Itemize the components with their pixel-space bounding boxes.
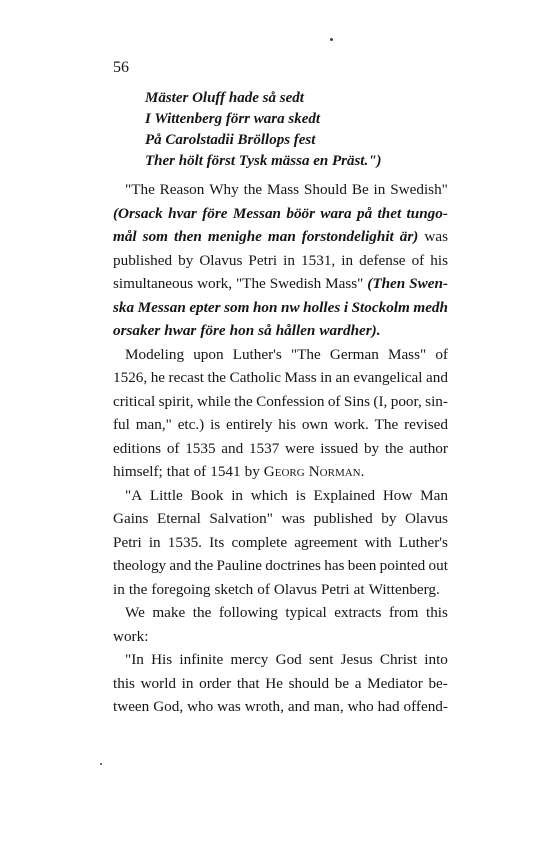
word: wardher). bbox=[319, 322, 381, 339]
word: 1531, bbox=[301, 251, 336, 269]
word: poor, bbox=[390, 392, 422, 410]
word: in bbox=[341, 251, 354, 269]
word: sketch bbox=[214, 580, 254, 598]
word: issued bbox=[320, 439, 359, 457]
word: work, bbox=[197, 275, 233, 292]
word: före bbox=[202, 204, 228, 222]
word: Little bbox=[149, 486, 183, 504]
word: published bbox=[113, 251, 173, 269]
verse-line: På Carolstadii Bröllops fest bbox=[145, 132, 316, 148]
word: out bbox=[428, 557, 448, 574]
word: the bbox=[243, 181, 263, 198]
word: in bbox=[320, 369, 332, 386]
word: published bbox=[313, 510, 373, 527]
word: theology bbox=[113, 557, 167, 574]
text-line bbox=[113, 272, 448, 296]
word: mercy bbox=[230, 651, 269, 668]
word: of bbox=[166, 439, 180, 457]
word: His bbox=[151, 651, 173, 668]
word: Norman. bbox=[308, 463, 365, 480]
word: man, bbox=[313, 698, 344, 715]
text-line bbox=[113, 366, 448, 390]
word: evangelical bbox=[353, 369, 423, 386]
word: of bbox=[257, 580, 270, 598]
word: (Then bbox=[367, 275, 406, 292]
word: own bbox=[301, 416, 328, 433]
word: was bbox=[281, 510, 306, 527]
word: Gains bbox=[113, 510, 149, 527]
word: offend- bbox=[403, 698, 448, 715]
word: critical bbox=[113, 392, 156, 410]
word: We bbox=[125, 604, 145, 621]
word: Why bbox=[209, 181, 239, 198]
text-line bbox=[113, 695, 448, 719]
word: and bbox=[221, 439, 244, 457]
word: så bbox=[258, 322, 272, 339]
word: holles bbox=[303, 298, 341, 316]
text-line bbox=[113, 484, 448, 508]
word: a bbox=[354, 674, 362, 692]
word: Eternal bbox=[156, 510, 201, 527]
text-line bbox=[113, 249, 448, 273]
word: 1526, bbox=[113, 369, 148, 386]
word: som bbox=[142, 228, 168, 245]
word: in bbox=[373, 181, 386, 198]
word: man bbox=[267, 228, 296, 245]
word: orsaker bbox=[113, 322, 161, 339]
word: "The bbox=[290, 345, 321, 363]
word: Explained bbox=[313, 486, 376, 504]
word: following bbox=[218, 604, 278, 621]
word: Its bbox=[209, 533, 225, 551]
word: of bbox=[193, 463, 207, 480]
word: 1541 bbox=[210, 463, 241, 480]
word: nw bbox=[281, 298, 300, 316]
word: Mass" bbox=[325, 275, 364, 292]
word: with bbox=[364, 533, 392, 551]
word: the bbox=[192, 604, 212, 621]
word: at bbox=[353, 580, 365, 598]
word: entirely bbox=[226, 416, 273, 433]
word: recast bbox=[168, 369, 204, 386]
word: make bbox=[152, 604, 186, 621]
word: while bbox=[196, 392, 231, 410]
word: Pauline bbox=[216, 557, 263, 574]
text-line bbox=[113, 507, 448, 531]
word: spirit, bbox=[158, 392, 194, 410]
word: that bbox=[166, 463, 190, 480]
word: infinite bbox=[179, 651, 224, 668]
word: is bbox=[295, 486, 306, 504]
word: på bbox=[357, 204, 373, 222]
word: doctrines bbox=[265, 557, 321, 574]
word: Mass" bbox=[387, 345, 427, 363]
word: and bbox=[169, 557, 192, 574]
word: himself; bbox=[113, 463, 163, 480]
word: tween bbox=[113, 698, 150, 715]
word: his bbox=[430, 251, 448, 269]
word: by bbox=[178, 251, 194, 269]
word: extracts bbox=[334, 604, 382, 621]
word: work. bbox=[333, 416, 369, 433]
word: Olavus bbox=[273, 580, 317, 598]
word: Swedish" bbox=[390, 181, 448, 198]
word: be- bbox=[428, 674, 448, 692]
word: is bbox=[210, 416, 221, 433]
word: by bbox=[363, 439, 380, 457]
word: simultaneous bbox=[113, 275, 194, 292]
word: Stockolm bbox=[351, 298, 410, 316]
word: of bbox=[411, 251, 425, 269]
word: that bbox=[236, 674, 260, 692]
word: etc.) bbox=[177, 416, 205, 433]
word: by bbox=[244, 463, 260, 480]
word: Messan bbox=[232, 204, 281, 222]
word: were bbox=[285, 439, 315, 457]
text-line bbox=[113, 554, 448, 578]
text-line bbox=[113, 578, 448, 602]
word: tungo- bbox=[406, 204, 448, 222]
word: Petri bbox=[248, 251, 278, 269]
print-speck bbox=[330, 38, 333, 41]
word: been bbox=[347, 557, 377, 574]
text-line bbox=[113, 531, 448, 555]
word: pointed bbox=[379, 557, 426, 574]
word: German bbox=[329, 345, 379, 363]
verse-line: I Wittenberg förr wara skedt bbox=[145, 111, 321, 127]
word: forstondelighit bbox=[301, 228, 394, 245]
text-line bbox=[113, 202, 448, 226]
word: hållen bbox=[275, 322, 316, 339]
word: Messan bbox=[137, 298, 186, 316]
word: Catholic bbox=[229, 369, 282, 386]
verse-line: Ther hölt först Tysk mässa en Präst.") bbox=[145, 153, 382, 169]
word: Wittenberg. bbox=[368, 580, 440, 598]
word: this bbox=[113, 674, 135, 692]
word: in bbox=[181, 674, 194, 692]
word: i bbox=[343, 298, 349, 316]
word: "In bbox=[125, 651, 144, 668]
word: wroth, bbox=[244, 698, 284, 715]
text-line bbox=[113, 413, 448, 437]
word: in bbox=[148, 533, 161, 551]
word: (I, bbox=[373, 392, 388, 410]
word: work: bbox=[113, 627, 149, 645]
text-line bbox=[113, 672, 448, 696]
word: som bbox=[224, 298, 250, 316]
word: typical bbox=[285, 604, 327, 621]
word: had bbox=[377, 698, 400, 715]
word: agreement bbox=[294, 533, 358, 551]
word: "The bbox=[235, 275, 266, 292]
word: of bbox=[435, 345, 448, 363]
print-speck bbox=[100, 763, 102, 765]
word: Petri bbox=[113, 533, 142, 551]
word: thet bbox=[377, 204, 402, 222]
word: sin- bbox=[425, 392, 448, 410]
word: who bbox=[347, 698, 374, 715]
text-line bbox=[113, 319, 448, 343]
word: which bbox=[250, 486, 288, 504]
word: He bbox=[265, 674, 283, 692]
text-line bbox=[113, 601, 448, 625]
word: hwar bbox=[164, 322, 197, 339]
verse-block bbox=[145, 88, 382, 172]
word: Reason bbox=[159, 181, 205, 198]
word: in bbox=[231, 486, 244, 504]
word: the bbox=[128, 580, 148, 598]
verse-line: Mäster Oluff hade så sedt bbox=[145, 90, 304, 106]
word: How bbox=[382, 486, 413, 504]
word: 1537 bbox=[248, 439, 280, 457]
word: Luther's bbox=[398, 533, 448, 551]
word: Jesus bbox=[340, 651, 373, 668]
word: 1535. bbox=[167, 533, 202, 551]
word: är) bbox=[399, 228, 419, 245]
word: Olavus bbox=[404, 510, 448, 527]
word: Swen- bbox=[409, 275, 448, 292]
word: foregoing bbox=[151, 580, 211, 598]
word: from bbox=[388, 604, 419, 621]
word: author bbox=[409, 439, 448, 457]
word: the bbox=[207, 369, 227, 386]
word: ska bbox=[113, 298, 135, 316]
word: Salvation" bbox=[209, 510, 273, 527]
word: "A bbox=[125, 486, 143, 504]
word: hon bbox=[229, 322, 255, 339]
word: menighe bbox=[207, 228, 262, 245]
word: of bbox=[327, 392, 341, 410]
word: mål bbox=[113, 228, 137, 245]
word: world bbox=[140, 674, 177, 692]
word: editions bbox=[113, 439, 162, 457]
text-line bbox=[113, 437, 448, 461]
word: the bbox=[194, 557, 214, 574]
text-line bbox=[113, 343, 448, 367]
word: Georg bbox=[263, 463, 305, 480]
word: Sins bbox=[343, 392, 371, 410]
word: Modeling bbox=[125, 345, 185, 363]
word: this bbox=[425, 604, 448, 621]
word: was bbox=[217, 698, 241, 715]
word: his bbox=[278, 416, 296, 433]
word: hon bbox=[252, 298, 278, 316]
text-line bbox=[113, 648, 448, 672]
word: God, bbox=[153, 698, 184, 715]
word: wara bbox=[320, 204, 352, 222]
word: man," bbox=[135, 416, 172, 433]
word: he bbox=[150, 369, 166, 386]
word: Olavus bbox=[199, 251, 243, 269]
word: Swedish bbox=[269, 275, 322, 292]
word: Mass bbox=[267, 181, 300, 198]
word: The bbox=[374, 416, 399, 433]
word: ful bbox=[113, 416, 130, 433]
word: who bbox=[187, 698, 214, 715]
text-line bbox=[113, 296, 448, 320]
text-line bbox=[113, 625, 448, 649]
word: order bbox=[199, 674, 232, 692]
text-line bbox=[113, 460, 448, 484]
word: sent bbox=[308, 651, 334, 668]
body-text bbox=[113, 178, 448, 719]
word: Christ bbox=[379, 651, 418, 668]
page-number: 56 bbox=[113, 59, 129, 76]
word: and bbox=[287, 698, 310, 715]
word: 1535 bbox=[185, 439, 216, 457]
word: upon bbox=[193, 345, 224, 363]
word: Luther's bbox=[232, 345, 282, 363]
word: Man bbox=[420, 486, 448, 504]
word: in bbox=[283, 251, 295, 269]
word: and bbox=[426, 369, 448, 386]
word: (Orsack bbox=[113, 204, 163, 222]
word: complete bbox=[231, 533, 288, 551]
word: Mass bbox=[284, 369, 317, 386]
word: should bbox=[288, 674, 330, 692]
word: medh bbox=[413, 298, 448, 316]
word: Be bbox=[351, 181, 369, 198]
word: the bbox=[384, 439, 404, 457]
word: in bbox=[113, 580, 125, 598]
word: be bbox=[334, 674, 350, 692]
word: böör bbox=[286, 204, 316, 222]
word: "The bbox=[125, 181, 155, 198]
word: was bbox=[424, 228, 448, 245]
word: Mediator bbox=[367, 674, 423, 692]
word: epter bbox=[189, 298, 221, 316]
word: hvar bbox=[168, 204, 197, 222]
word: Petri bbox=[320, 580, 350, 598]
word: Should bbox=[303, 181, 347, 198]
word: an bbox=[335, 369, 350, 386]
text-line bbox=[113, 390, 448, 414]
word: by bbox=[381, 510, 397, 527]
word: defense bbox=[359, 251, 406, 269]
word: Book bbox=[190, 486, 224, 504]
word: revised bbox=[404, 416, 448, 433]
word: then bbox=[174, 228, 202, 245]
word: före bbox=[200, 322, 226, 339]
word: God bbox=[275, 651, 302, 668]
text-line bbox=[113, 178, 448, 202]
word: the bbox=[234, 392, 253, 410]
word: has bbox=[324, 557, 345, 574]
text-line bbox=[113, 225, 448, 249]
word: Confession bbox=[256, 392, 325, 410]
word: into bbox=[424, 651, 448, 668]
